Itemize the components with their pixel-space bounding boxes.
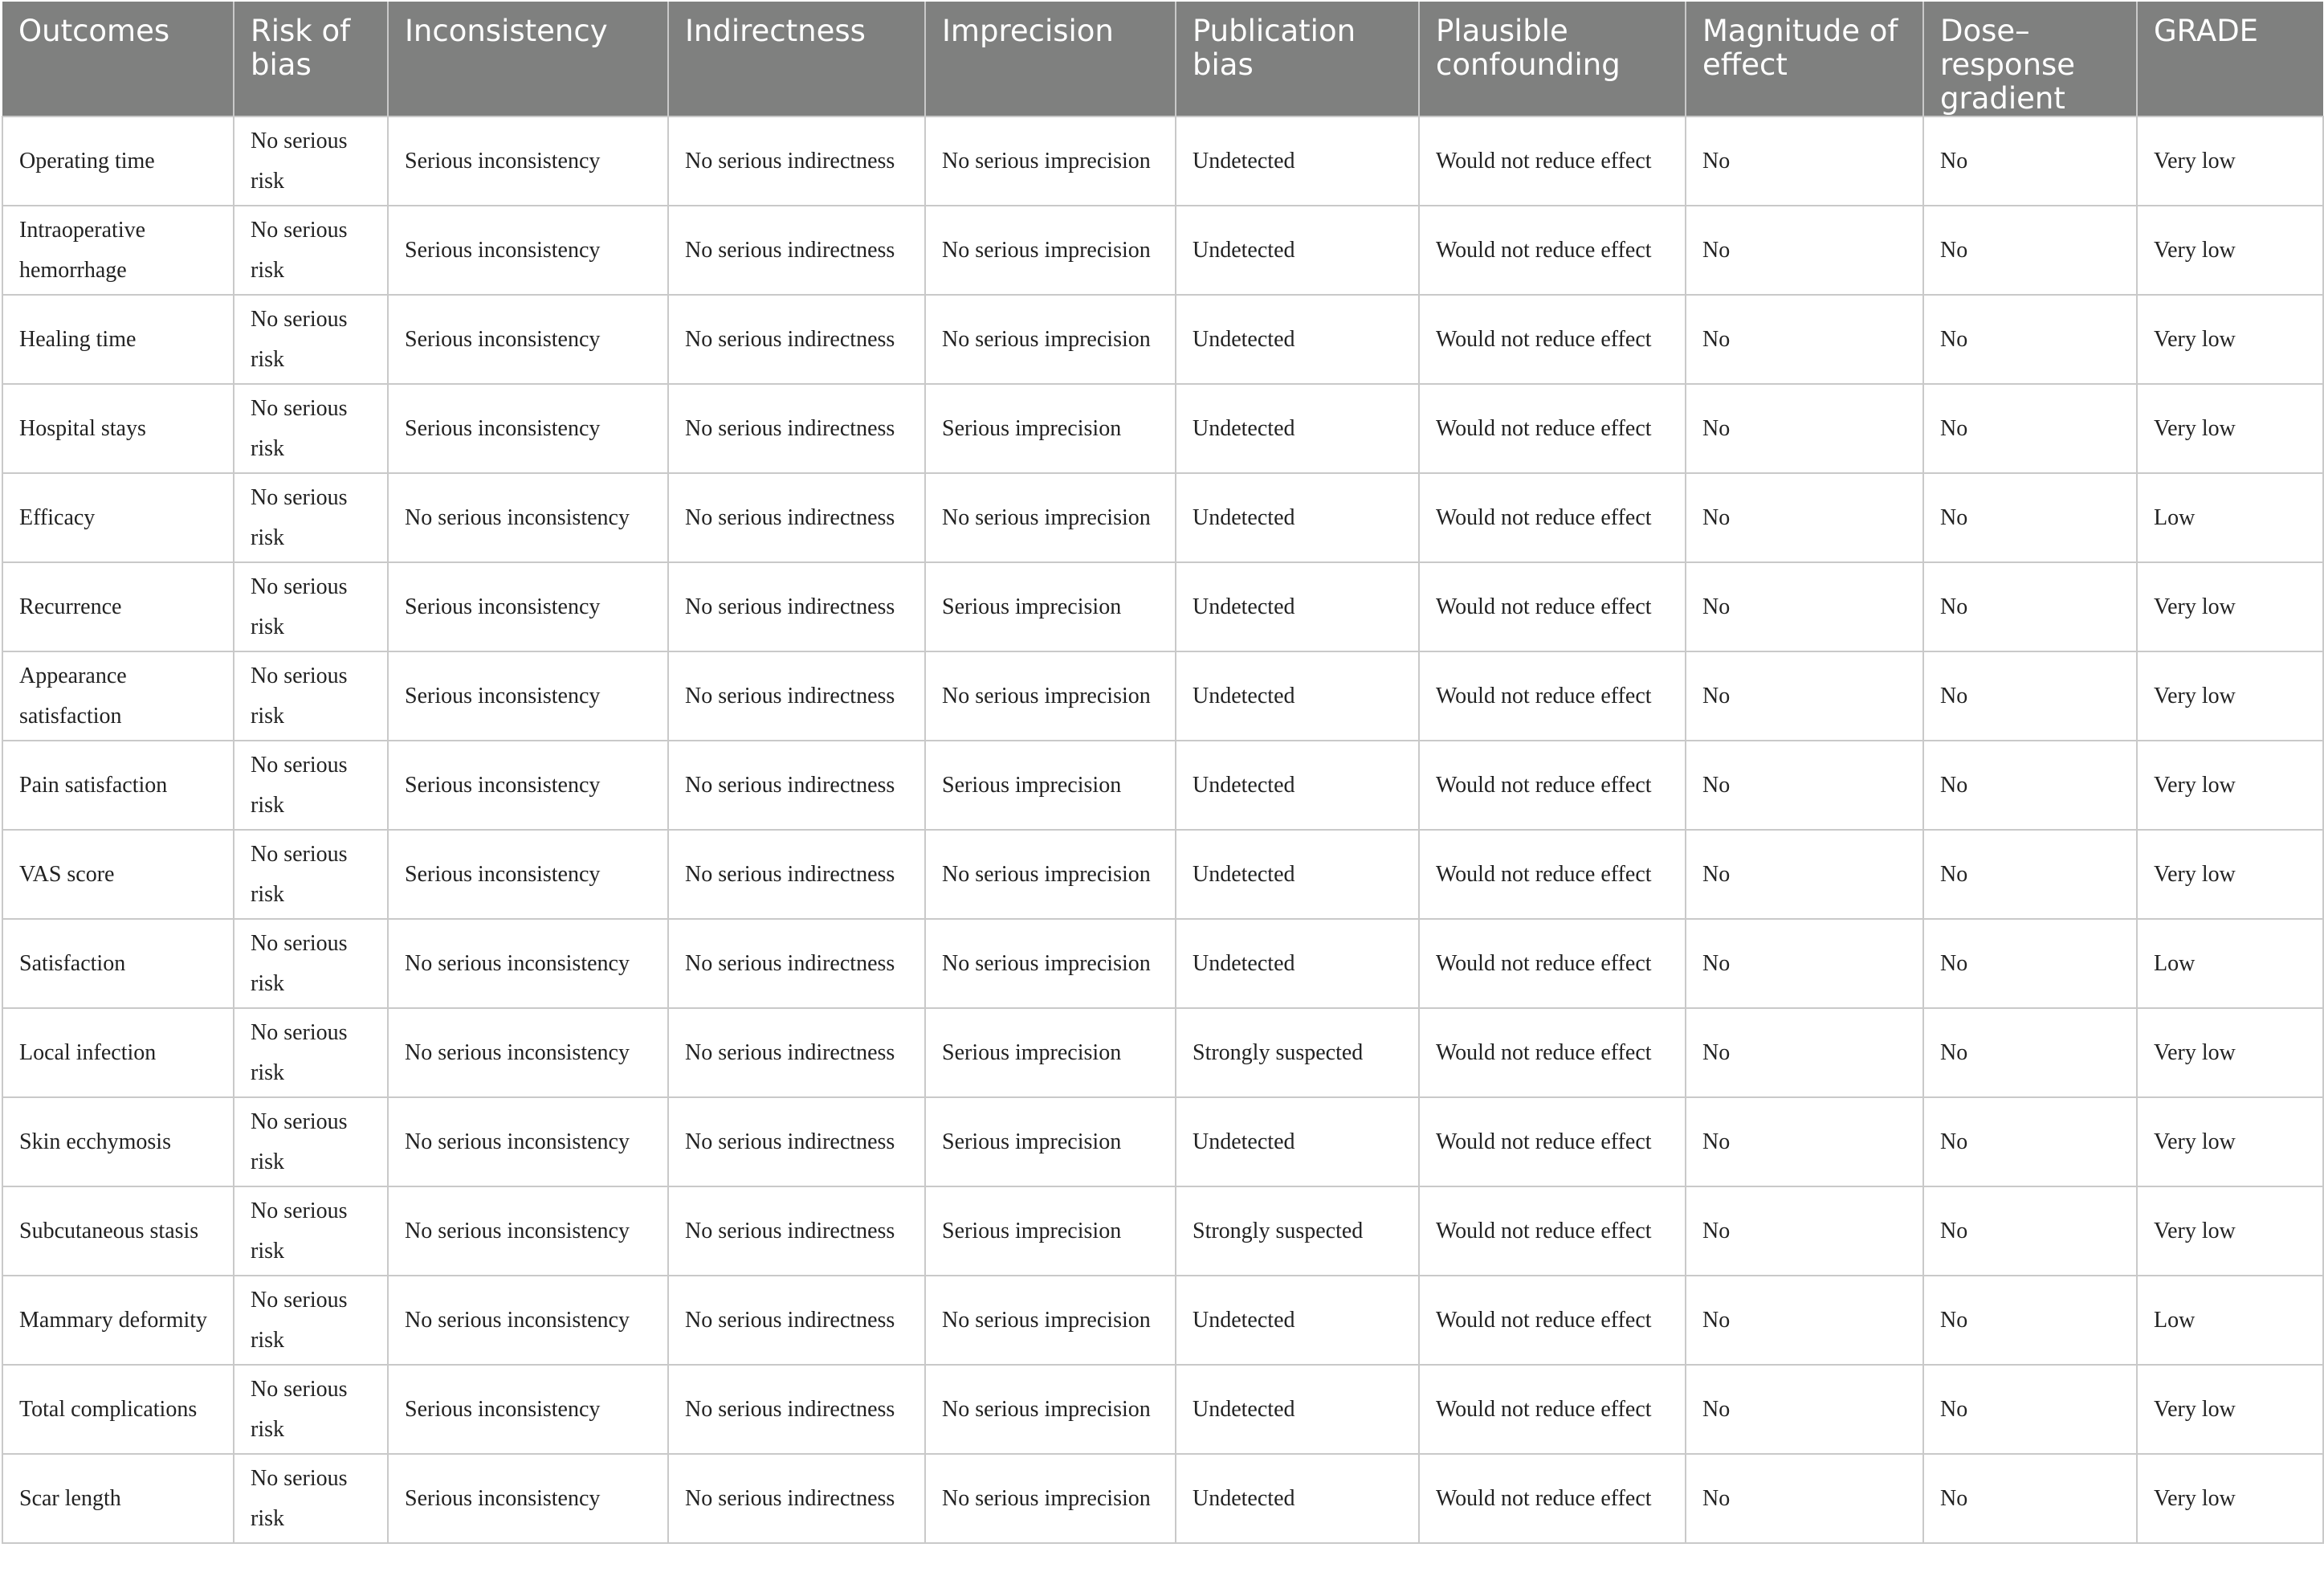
cell-dose-response-gradient: No: [1923, 1186, 2137, 1276]
cell-publication-bias: Undetected: [1176, 384, 1419, 473]
cell-plausible-confounding: Would not reduce effect: [1419, 1365, 1686, 1454]
cell-magnitude-of-effect: No: [1686, 1454, 1923, 1543]
cell-magnitude-of-effect: No: [1686, 1008, 1923, 1097]
cell-plausible-confounding: Would not reduce effect: [1419, 830, 1686, 919]
cell-grade: Very low: [2137, 206, 2323, 295]
cell-dose-response-gradient: No: [1923, 206, 2137, 295]
cell-plausible-confounding: Would not reduce effect: [1419, 295, 1686, 384]
cell-dose-response-gradient: No: [1923, 295, 2137, 384]
cell-publication-bias: Undetected: [1176, 295, 1419, 384]
cell-risk-of-bias: No serious risk: [234, 741, 388, 830]
table-row: [2, 1008, 2323, 1097]
cell-plausible-confounding: Would not reduce effect: [1419, 206, 1686, 295]
cell-inconsistency: No serious inconsistency: [388, 919, 668, 1008]
cell-inconsistency: No serious inconsistency: [388, 473, 668, 562]
cell-outcome: Skin ecchymosis: [2, 1097, 234, 1186]
cell-inconsistency: Serious inconsistency: [388, 1454, 668, 1543]
cell-publication-bias: Undetected: [1176, 651, 1419, 741]
cell-outcome: Efficacy: [2, 473, 234, 562]
cell-publication-bias: Undetected: [1176, 919, 1419, 1008]
cell-grade: Very low: [2137, 830, 2323, 919]
cell-inconsistency: No serious inconsistency: [388, 1008, 668, 1097]
column-header-risk-of-bias: Risk of bias: [234, 2, 388, 116]
cell-magnitude-of-effect: No: [1686, 116, 1923, 206]
cell-grade: Very low: [2137, 295, 2323, 384]
column-header-dose-response-gradient: Dose–response gradient: [1923, 2, 2137, 116]
column-header-indirectness: Indirectness: [668, 2, 925, 116]
cell-inconsistency: Serious inconsistency: [388, 384, 668, 473]
cell-plausible-confounding: Would not reduce effect: [1419, 741, 1686, 830]
cell-dose-response-gradient: No: [1923, 384, 2137, 473]
cell-magnitude-of-effect: No: [1686, 1276, 1923, 1365]
column-header-publication-bias: Publication bias: [1176, 2, 1419, 116]
column-header-imprecision: Imprecision: [925, 2, 1176, 116]
cell-imprecision: Serious imprecision: [925, 1097, 1176, 1186]
table-row: [2, 295, 2323, 384]
cell-indirectness: No serious indirectness: [668, 206, 925, 295]
cell-outcome: Total complications: [2, 1365, 234, 1454]
cell-grade: Low: [2137, 919, 2323, 1008]
cell-dose-response-gradient: No: [1923, 1454, 2137, 1543]
cell-imprecision: No serious imprecision: [925, 473, 1176, 562]
cell-dose-response-gradient: No: [1923, 1008, 2137, 1097]
cell-grade: Very low: [2137, 1186, 2323, 1276]
cell-magnitude-of-effect: No: [1686, 384, 1923, 473]
cell-grade: Very low: [2137, 1365, 2323, 1454]
cell-indirectness: No serious indirectness: [668, 830, 925, 919]
cell-dose-response-gradient: No: [1923, 473, 2137, 562]
column-header-grade: GRADE: [2137, 2, 2323, 116]
cell-imprecision: Serious imprecision: [925, 741, 1176, 830]
cell-dose-response-gradient: No: [1923, 116, 2137, 206]
cell-magnitude-of-effect: No: [1686, 830, 1923, 919]
table-row: [2, 651, 2323, 741]
cell-inconsistency: Serious inconsistency: [388, 741, 668, 830]
cell-publication-bias: Undetected: [1176, 473, 1419, 562]
cell-outcome: Satisfaction: [2, 919, 234, 1008]
cell-magnitude-of-effect: No: [1686, 295, 1923, 384]
cell-imprecision: No serious imprecision: [925, 116, 1176, 206]
cell-inconsistency: Serious inconsistency: [388, 206, 668, 295]
cell-indirectness: No serious indirectness: [668, 1186, 925, 1276]
cell-dose-response-gradient: No: [1923, 562, 2137, 651]
cell-inconsistency: Serious inconsistency: [388, 1365, 668, 1454]
table-row: [2, 919, 2323, 1008]
cell-plausible-confounding: Would not reduce effect: [1419, 384, 1686, 473]
cell-grade: Very low: [2137, 116, 2323, 206]
cell-imprecision: No serious imprecision: [925, 1454, 1176, 1543]
cell-indirectness: No serious indirectness: [668, 295, 925, 384]
cell-indirectness: No serious indirectness: [668, 1365, 925, 1454]
cell-dose-response-gradient: No: [1923, 1365, 2137, 1454]
cell-dose-response-gradient: No: [1923, 1276, 2137, 1365]
cell-outcome: Operating time: [2, 116, 234, 206]
cell-outcome: Scar length: [2, 1454, 234, 1543]
cell-plausible-confounding: Would not reduce effect: [1419, 1276, 1686, 1365]
cell-magnitude-of-effect: No: [1686, 1186, 1923, 1276]
cell-indirectness: No serious indirectness: [668, 919, 925, 1008]
cell-plausible-confounding: Would not reduce effect: [1419, 651, 1686, 741]
cell-inconsistency: Serious inconsistency: [388, 830, 668, 919]
cell-indirectness: No serious indirectness: [668, 562, 925, 651]
cell-indirectness: No serious indirectness: [668, 741, 925, 830]
cell-imprecision: Serious imprecision: [925, 562, 1176, 651]
cell-risk-of-bias: No serious risk: [234, 1454, 388, 1543]
cell-grade: Low: [2137, 473, 2323, 562]
cell-outcome: VAS score: [2, 830, 234, 919]
cell-plausible-confounding: Would not reduce effect: [1419, 1186, 1686, 1276]
cell-indirectness: No serious indirectness: [668, 651, 925, 741]
cell-plausible-confounding: Would not reduce effect: [1419, 1008, 1686, 1097]
cell-dose-response-gradient: No: [1923, 830, 2137, 919]
cell-inconsistency: Serious inconsistency: [388, 116, 668, 206]
column-header-inconsistency: Inconsistency: [388, 2, 668, 116]
cell-magnitude-of-effect: No: [1686, 1097, 1923, 1186]
cell-outcome: Local infection: [2, 1008, 234, 1097]
column-header-magnitude-of-effect: Magnitude of effect: [1686, 2, 1923, 116]
cell-imprecision: No serious imprecision: [925, 295, 1176, 384]
cell-inconsistency: No serious inconsistency: [388, 1097, 668, 1186]
cell-magnitude-of-effect: No: [1686, 473, 1923, 562]
cell-publication-bias: Undetected: [1176, 1454, 1419, 1543]
column-header-outcomes: Outcomes: [2, 2, 234, 116]
cell-publication-bias: Undetected: [1176, 830, 1419, 919]
cell-imprecision: No serious imprecision: [925, 1276, 1176, 1365]
cell-imprecision: No serious imprecision: [925, 830, 1176, 919]
cell-publication-bias: Undetected: [1176, 562, 1419, 651]
cell-outcome: Healing time: [2, 295, 234, 384]
table-row: [2, 1276, 2323, 1365]
cell-publication-bias: Undetected: [1176, 206, 1419, 295]
table-header-row: [2, 2, 2323, 116]
cell-publication-bias: Undetected: [1176, 1276, 1419, 1365]
grade-evidence-table: [2, 2, 2324, 1544]
cell-outcome: Intraoperative hemorrhage: [2, 206, 234, 295]
cell-plausible-confounding: Would not reduce effect: [1419, 562, 1686, 651]
table-row: [2, 206, 2323, 295]
cell-dose-response-gradient: No: [1923, 919, 2137, 1008]
cell-inconsistency: Serious inconsistency: [388, 651, 668, 741]
cell-publication-bias: Undetected: [1176, 741, 1419, 830]
cell-imprecision: Serious imprecision: [925, 1008, 1176, 1097]
cell-imprecision: No serious imprecision: [925, 919, 1176, 1008]
table-row: [2, 1454, 2323, 1543]
cell-indirectness: No serious indirectness: [668, 1276, 925, 1365]
cell-publication-bias: Undetected: [1176, 1365, 1419, 1454]
cell-publication-bias: Undetected: [1176, 1097, 1419, 1186]
table-row: [2, 741, 2323, 830]
table-row: [2, 116, 2323, 206]
cell-dose-response-gradient: No: [1923, 1097, 2137, 1186]
cell-outcome: Appearance satisfaction: [2, 651, 234, 741]
cell-plausible-confounding: Would not reduce effect: [1419, 473, 1686, 562]
cell-grade: Very low: [2137, 562, 2323, 651]
cell-indirectness: No serious indirectness: [668, 1008, 925, 1097]
cell-indirectness: No serious indirectness: [668, 1097, 925, 1186]
cell-imprecision: Serious imprecision: [925, 384, 1176, 473]
column-header-plausible-confounding: Plausible confounding: [1419, 2, 1686, 116]
cell-publication-bias: Undetected: [1176, 116, 1419, 206]
cell-indirectness: No serious indirectness: [668, 116, 925, 206]
cell-risk-of-bias: No serious risk: [234, 1276, 388, 1365]
cell-grade: Very low: [2137, 1097, 2323, 1186]
cell-risk-of-bias: No serious risk: [234, 830, 388, 919]
cell-risk-of-bias: No serious risk: [234, 206, 388, 295]
cell-dose-response-gradient: No: [1923, 741, 2137, 830]
cell-dose-response-gradient: No: [1923, 651, 2137, 741]
cell-outcome: Subcutaneous stasis: [2, 1186, 234, 1276]
cell-risk-of-bias: No serious risk: [234, 562, 388, 651]
cell-grade: Very low: [2137, 1008, 2323, 1097]
cell-indirectness: No serious indirectness: [668, 473, 925, 562]
cell-risk-of-bias: No serious risk: [234, 651, 388, 741]
cell-indirectness: No serious indirectness: [668, 1454, 925, 1543]
cell-risk-of-bias: No serious risk: [234, 384, 388, 473]
cell-grade: Very low: [2137, 384, 2323, 473]
cell-indirectness: No serious indirectness: [668, 384, 925, 473]
table-row: [2, 1097, 2323, 1186]
cell-risk-of-bias: No serious risk: [234, 1097, 388, 1186]
cell-imprecision: No serious imprecision: [925, 206, 1176, 295]
cell-magnitude-of-effect: No: [1686, 651, 1923, 741]
cell-imprecision: No serious imprecision: [925, 1365, 1176, 1454]
cell-magnitude-of-effect: No: [1686, 562, 1923, 651]
cell-risk-of-bias: No serious risk: [234, 116, 388, 206]
cell-outcome: Pain satisfaction: [2, 741, 234, 830]
cell-grade: Very low: [2137, 1454, 2323, 1543]
cell-risk-of-bias: No serious risk: [234, 295, 388, 384]
cell-plausible-confounding: Would not reduce effect: [1419, 919, 1686, 1008]
table-row: [2, 830, 2323, 919]
table-row: [2, 384, 2323, 473]
table-row: [2, 1186, 2323, 1276]
cell-publication-bias: Strongly suspected: [1176, 1186, 1419, 1276]
cell-plausible-confounding: Would not reduce effect: [1419, 116, 1686, 206]
cell-risk-of-bias: No serious risk: [234, 1186, 388, 1276]
cell-inconsistency: Serious inconsistency: [388, 562, 668, 651]
cell-risk-of-bias: No serious risk: [234, 1365, 388, 1454]
cell-inconsistency: Serious inconsistency: [388, 295, 668, 384]
cell-outcome: Mammary deformity: [2, 1276, 234, 1365]
cell-magnitude-of-effect: No: [1686, 919, 1923, 1008]
cell-risk-of-bias: No serious risk: [234, 1008, 388, 1097]
cell-inconsistency: No serious inconsistency: [388, 1186, 668, 1276]
cell-plausible-confounding: Would not reduce effect: [1419, 1454, 1686, 1543]
table-row: [2, 1365, 2323, 1454]
cell-magnitude-of-effect: No: [1686, 206, 1923, 295]
cell-magnitude-of-effect: No: [1686, 1365, 1923, 1454]
cell-publication-bias: Strongly suspected: [1176, 1008, 1419, 1097]
cell-risk-of-bias: No serious risk: [234, 473, 388, 562]
cell-imprecision: Serious imprecision: [925, 1186, 1176, 1276]
cell-imprecision: No serious imprecision: [925, 651, 1176, 741]
cell-risk-of-bias: No serious risk: [234, 919, 388, 1008]
cell-plausible-confounding: Would not reduce effect: [1419, 1097, 1686, 1186]
cell-magnitude-of-effect: No: [1686, 741, 1923, 830]
cell-grade: Low: [2137, 1276, 2323, 1365]
table-body: [2, 116, 2323, 1543]
table-row: [2, 473, 2323, 562]
table-row: [2, 562, 2323, 651]
cell-outcome: Hospital stays: [2, 384, 234, 473]
cell-inconsistency: No serious inconsistency: [388, 1276, 668, 1365]
cell-outcome: Recurrence: [2, 562, 234, 651]
cell-grade: Very low: [2137, 651, 2323, 741]
cell-grade: Very low: [2137, 741, 2323, 830]
